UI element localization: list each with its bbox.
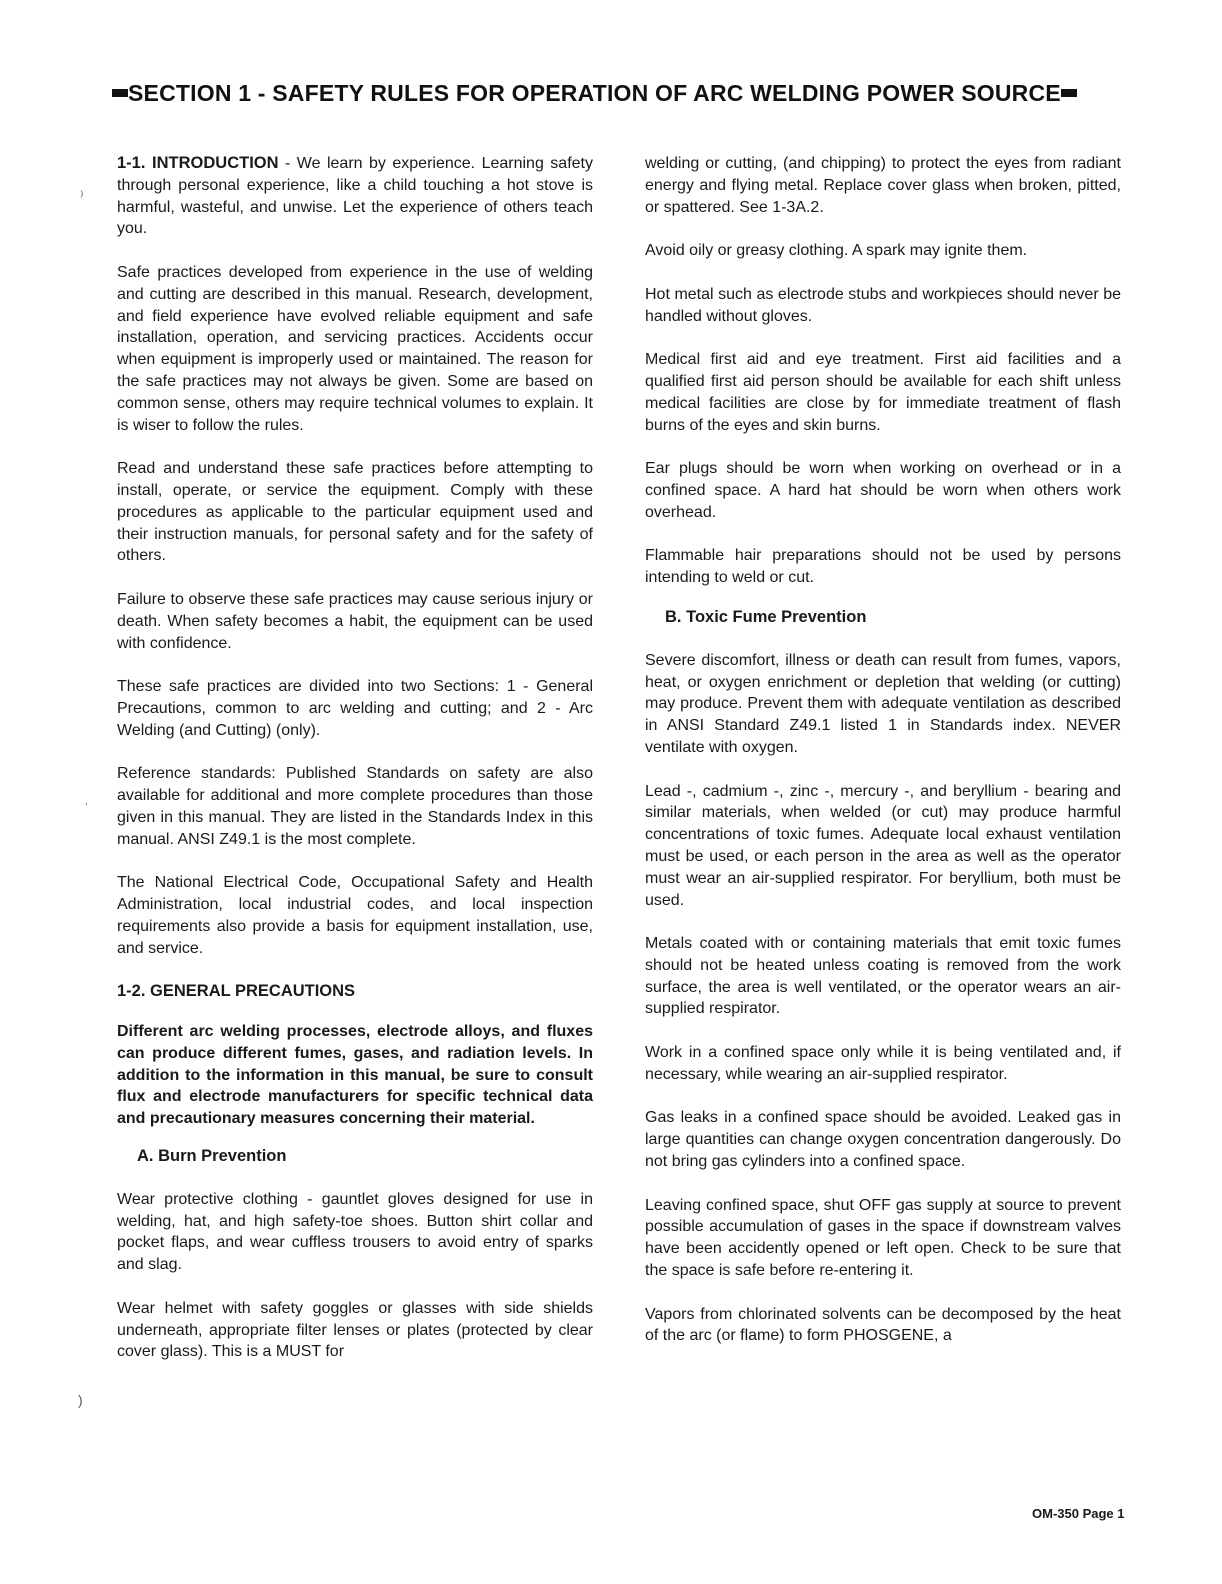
- margin-mark: ⁾: [80, 188, 84, 204]
- intro-title: 1-1. INTRODUCTION: [117, 154, 279, 172]
- paragraph: Failure to observe these safe practices may cause serious injury or death. When safety becomes a habit, the equipment can be used with confidence.: [117, 590, 593, 652]
- section-title: SECTION 1 - SAFETY RULES FOR OPERATION OF ARC WELDING POWER SOURCE: [128, 80, 1061, 106]
- margin-mark: ): [78, 1392, 83, 1408]
- intro-text: - We learn by experience. Learning safety through personal experience, like a child touching a hot stove is harmful, wasteful, and unwise. Let the experience of others teach you.: [117, 155, 593, 238]
- paragraph: Gas leaks in a confined space should be avoided. Leaked gas in large quantities can change oxygen concentration dangerously. Do not bring gas cylinders into a confined space.: [645, 1109, 1121, 1171]
- left-column: [117, 153, 593, 1385]
- paragraph: Medical first aid and eye treatment. First aid facilities and a qualified first aid person should be available for each shift unless medical facilities are close by for immediate treatment of flash burns of the eyes and skin burns.: [645, 351, 1121, 434]
- paragraph: The National Electrical Code, Occupational Safety and Health Administration, local industrial codes, and local inspection requirements also provide a basis for equipment installation, use, and service.: [117, 874, 593, 957]
- page-number: OM-350 Page 1: [1032, 1506, 1125, 1521]
- section-header: [112, 80, 1132, 107]
- paragraph: welding or cutting, (and chipping) to protect the eyes from radiant energy and flying metal. Replace cover glass when broken, pitted, or spattered. See 1-3A.2.: [645, 155, 1121, 216]
- paragraph: Read and understand these safe practices before attempting to install, operate, or service the equipment. Comply with these procedures as applicable to the particular equipment used and their instruction manuals, for personal safety and for the safety of others.: [117, 460, 593, 565]
- paragraph: Work in a confined space only while it is being ventilated and, if necessary, while wearing an air-supplied respirator.: [645, 1044, 1121, 1083]
- paragraph: Vapors from chlorinated solvents can be decomposed by the heat of the arc (or flame) to form PHOSGENE, a: [645, 1305, 1121, 1345]
- intro-paragraph: [117, 153, 593, 240]
- general-precautions-heading: 1-2. GENERAL PRECAUTIONS: [117, 982, 356, 1001]
- header-bar-left: [112, 89, 128, 97]
- paragraph: Reference standards: Published Standards on safety are also available for additional and more complete procedures than those given in this manual. They are listed in the Standards Index in this manual. ANSI Z49.1 is the most complete.: [117, 765, 593, 848]
- paragraph: These safe practices are divided into two Sections: 1 - General Precautions, common to arc welding and cutting; and 2 - Arc Welding (and Cutting) (only).: [117, 678, 593, 739]
- paragraph: Wear protective clothing - gauntlet gloves designed for use in welding, hat, and high safety-toe shoes. Button shirt collar and pocket flaps, and wear cuffless trousers to avoid entry of sparks and slag.: [117, 1190, 593, 1274]
- header-bar-right: [1061, 89, 1077, 97]
- paragraph: Hot metal such as electrode stubs and workpieces should never be handled without gloves.: [645, 285, 1121, 325]
- paragraph: Safe practices developed from experience in the use of welding and cutting are described in this manual. Research, development, and field experience have evolved reliable equipment and safe installation, operation, and servicing practices. Accidents occur when equipment is improperly used or maintained. The reason for the safe practices may not always be given. Some are based on common sense, others may require technical volumes to explain. It is wiser to follow the rules.: [117, 263, 593, 434]
- paragraph: Severe discomfort, illness or death can result from fumes, vapors, heat, or oxygen enrichment or depletion that welding (or cutting) may produce. Prevent them with adequate ventilation as described in ANSI Standard Z49.1 listed 1 in Standards index. NEVER ventilate with oxygen.: [645, 651, 1121, 756]
- paragraph: Flammable hair preparations should not be used by persons intending to weld or cut.: [645, 547, 1121, 587]
- paragraph: Leaving confined space, shut OFF gas supply at source to prevent possible accumulation of gases in the space if downstream valves have been accidently opened or left open. Check to be sure that the space is safe before re-entering it.: [645, 1196, 1121, 1280]
- margin-mark: ˈ: [84, 800, 89, 816]
- burn-prevention-heading: A. Burn Prevention: [137, 1147, 287, 1166]
- right-column: [645, 153, 1121, 1369]
- toxic-fume-heading: B. Toxic Fume Prevention: [665, 607, 867, 626]
- general-warning-paragraph: Different arc welding processes, electrode alloys, and fluxes can produce different fumes, gases, and radiation levels. In addition to the information in this manual, be sure to consult flux and electrode manufacturers for specific technical data and precautionary measures concerning their material.: [117, 1023, 593, 1128]
- paragraph: Ear plugs should be worn when working on overhead or in a confined space. A hard hat should be worn when others work overhead.: [645, 460, 1121, 521]
- paragraph: Lead -, cadmium -, zinc -, mercury -, and beryllium - bearing and similar materials, when welded (or cut) may produce harmful concentrations of toxic fumes. Adequate local exhaust ventilation must be used, or each person in the area as well as the operator must wear an air-supplied respirator. For beryllium, both must be used.: [645, 782, 1121, 909]
- paragraph: Avoid oily or greasy clothing. A spark may ignite them.: [645, 242, 1028, 260]
- paragraph: Metals coated with or containing materials that emit toxic fumes should not be heated unless coating is removed from the work surface, the area is well ventilated, or the operator wears an air-supplied respirator.: [645, 935, 1121, 1018]
- paragraph: Wear helmet with safety goggles or glasses with side shields underneath, appropriate filter lenses or plates (protected by clear cover glass). This is a MUST for: [117, 1299, 593, 1361]
